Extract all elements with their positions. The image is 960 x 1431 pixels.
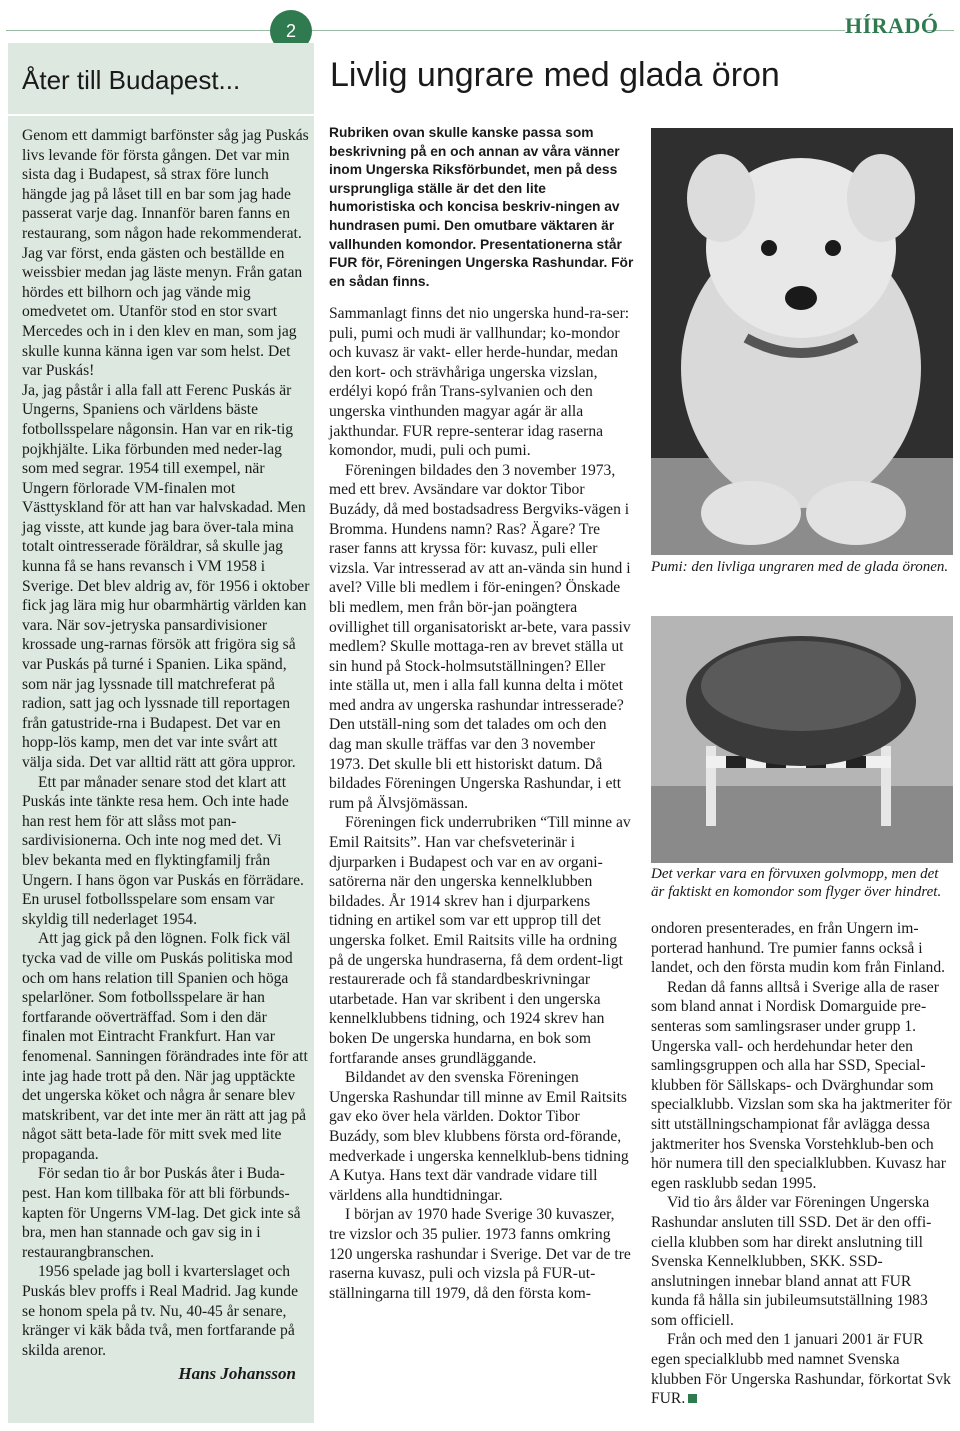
article-paragraph: Föreningen bildades den 3 november 1973, med ett brev. Avsändare var doktor Tibor Buzády, då med bostadsadress Bergviks-vägen i Bromma. Hundens namn? Ras? Ägare? Tre raser fanns att kryssa för: kuvasz, puli eller vizsla. Var intresserad av att an-vända sin hund i avel? Ville bli medlem i för-eningen? Önskade bli medlem, men från bör-jan poängtera ovillighet till organisatoriskt ar-bete, vara passiv medlem? Skulle mottaga-ren av brevet ställa ut sin hund på Stock-holmsutställningen? Eller inte ställa ut, men i alla fall kunna delta i mötet med andra av ungerska rashundar intresserade? Den utställ-ning som det talades om och den dag man skulle träffas var den 3 november 1973. Det skulle bli ett historiskt datum. Då bildades Föreningen Ungerska Rashundar, i ett rum på Älvsjömässan. (329, 461, 631, 812)
sidebar-paragraph: Att jag gick på den lögnen. Folk fick väl tycka vad de ville om Puskás politiska mod och om hans relation till Spanien och höga spelarlöner. Som fotbollsspelare är han fortfarande oöverträffad. Som i den där finalen mot Eintracht Frankfurt. Han var fenomenal. Sanningen förändrades inte för att inte jag hade trott på den. När jag upptäckte det ungerska köket och några år senare blev matskribent, var det inte mer än rätt att jag på något sätt beta-lade för mitt svek med lite propaganda. (22, 930, 308, 1163)
article-paragraph (651, 1330, 953, 1408)
article-paragraph: ondoren presenterades, en från Ungern im-porterad hanhund. Tre pumier fanns också i landet, och den första mudin kom från Finland. (651, 920, 946, 977)
article-paragraph: Föreningen fick underrubriken “Till minne av Emil Raitsits”. Han var chefsveterinär i djurparken i Budapest och var en av organi-satörerna när den ungerska kennelklubben bildades. År 1914 skrev han i djurparkens tidning en artikel som var ett upprop till det ungerska folket. Emil Raitsits ville ha ordning på de ungerska hundraserna, få dem ordent-ligt restaurerade och få standardbeskrivningar utarbetade. Han var skribent i den ungerska kennelklubbens tidning, och 1924 skrev han boken De ungerska hundarna, en bok som fortfarande anses grundläggande. (329, 814, 631, 1067)
pumi-dog-photo (651, 128, 953, 555)
article-column-2 (329, 304, 632, 1303)
article-paragraph: Sammanlagt finns det nio ungerska hund-ra-ser: puli, pumi och mudi är vallhundar; ko-mondor och kuvasz är vakt- eller herde-hundar, medan den kort- och strävhåriga ungerska vizslan, erdélyi kopó från Trans-sylvanien och den ungerska vinthunden magyar agár är alla jakthundar. FUR repre-senterar idag raserna komondor, mudi, puli och pumi. (329, 305, 630, 460)
article-paragraph: I början av 1970 hade Sverige 30 kuvaszer, tre vizslor och 35 pulier. 1973 fanns omkring 120 ungerska rashundar i Sverige. Det var de tre raserna kuvasz, puli och vizsla på FUR-ut-ställningarna till 1979, då den första kom- (329, 1206, 631, 1302)
article-ingress: Rubriken ovan skulle kanske passa som beskrivning på en och annan av våra vänner inom Ungerska Riksförbundet, men på dess ursprungliga ställe är det den lite humoristiska och koncisa beskriv-ningen av hundrasen pumi. Den omutbare väktaren är vallhunden komondor. Presentationerna står FUR för, Föreningen Ungerska Rashundar. För en sådan finns. (329, 125, 634, 289)
page-number: 2 (270, 10, 312, 52)
header-rule (6, 30, 954, 31)
photo-caption-komondor: Det verkar vara en förvuxen golvmopp, men det är faktiskt en komondor som flyger över hindret. (651, 866, 942, 900)
article-paragraph-text: Från och med den 1 januari 2001 är FUR egen specialklubb med namnet Svenska klubben För Ungerska Rashundar, förkortat Svk FUR. (651, 1331, 951, 1408)
article-paragraph: Vid tio års ålder var Föreningen Ungerska Rashundar ansluten till SSD. Det är den offi-ciella klubben som har direkt anslutning till Svenska Kennelklubben, SKK. SSD-anslutningen innebar bland annat att FUR kunda få hålla sin jubileumsutställning 1983 som officiell. (651, 1194, 932, 1329)
end-mark (688, 1394, 697, 1403)
photo-caption-pumi: Pumi: den livliga ungraren med de glada öronen. (651, 559, 949, 575)
article-paragraph: Bildandet av den svenska Föreningen Ungerska Rashundar till minne av Emil Raitsits gav eko över hela världen. Doktor Tibor Buzády, som blev klubbens första ord-förande, medverkade i ungerska kennelklub-bens tidning A Kutya. Hans text där vandrade vidare till världens alla hundtidningar. (329, 1069, 629, 1204)
sidebar-paragraph: För sedan tio år bor Puskás åter i Buda-pest. Han kom tillbaka för att bli förbunds-kapten för Ungerns VM-lag. Det gick inte så bra, men han stannade och gav sig in i restaurangbranschen. (22, 1165, 301, 1261)
sidebar-paragraph: Ett par månader senare stod det klart att Puskás inte tänkte resa hem. Och inte hade han rest hem för att slåss mot pan-sardivisionerna. Och inte nog med det. Vi blev bekanta med en flyktingfamilj från Ungern. I hans ögon var Puskás en förrädare. En urusel fotbollsspelare som ensam var skyldig till nederlaget 1954. (22, 773, 304, 928)
sidebar-paragraph: Ja, jag påstår i alla fall att Ferenc Puskás är Ungerns, Spaniens och världens bäste fotbollsspelare någonsin. Han var en rik-tig pojkhjälte. Lika förbunden med neder-lag som med segrar. 1954 till exempel, när Ungern förlorade VM-finalen mot Västtyskland för att han var halvskadad. Men jag visste, att kunde jag bara över-tala mina totalt ointresserade föräldrar, så skulle jag kunna få se hans revansch i VM 1958 i Sverige. Det blev aldrig av, för 1956 i oktober fick jag lära mig hur obarmhärtig världen kan vara. När sov-jetryska pansardivisioner krossade ung-rarnas försök att frigöra sig så var Puskás på turné i Spanien. Lika spänd, som när jag lyssnade till matchreferat på radion, satt jag och lyssnade till reportagen från gatustride-rna i Budapest. Det var en hopp-lös kamp, men det var inte svårt att välja sida. Det var alltid rätt att göra uppror. (22, 381, 310, 771)
sidebar-title: Åter till Budapest... (22, 65, 241, 95)
sidebar-paragraph: Genom ett dammigt barfönster såg jag Puskás livs levande för första gången. Det var min sista dag i Budapest, så strax före lunch hängde jag på låset till en bar som jag hade passerat varje dag. Innanför baren fanns en restaurang, som någon hade rekommenderat. Jag var först, enda gästen och beställde en weissbier medan jag läste menyn. Från gatan hördes ett bilhorn och jag vände mig omedvetet om. Utanför stod en stor svart Mercedes och in i den klev en man, som jag skulle kunna känna igen var som helst. Det var Puskás! (22, 127, 309, 380)
komondor-jump-photo (651, 616, 953, 863)
article-column-3 (651, 919, 953, 1409)
byline: Hans Johansson (178, 1364, 296, 1384)
article-title: Livlig ungrare med glada öron (330, 56, 780, 94)
pumi-dog-illustration (651, 128, 953, 555)
sidebar-column (22, 126, 310, 1384)
sidebar-divider (8, 114, 314, 116)
komondor-illustration (651, 616, 953, 863)
magazine-brand: HÍRADÓ (845, 11, 923, 41)
sidebar-paragraph: 1956 spelade jag boll i kvarterslaget och Puskás blev proffs i Real Madrid. Jag kunde se honom spela på tv. Nu, 40-45 år senare, kränger vi käk båda två, men fortfarande på skilda arenor. (22, 1263, 299, 1359)
article-paragraph: Redan då fanns alltså i Sverige alla de raser som bland annat i Nordisk Domarguide pre-senteras som samlingsraser under grupp 1. Ungerska vall- och herdehundar heter den samlingsgruppen och alla har SSD, Special-klubben för Sällskaps- och Dvärghundar som specialklubb. Vizslan som ska ha jaktmeriter för sitt utställningschampionat får avlägga dessa jaktmeriter hos Svenska Vorstehklub-ben och hör numera till den specialklubben. Kuvasz har egen rasklubb sedan 1995. (651, 978, 952, 1192)
